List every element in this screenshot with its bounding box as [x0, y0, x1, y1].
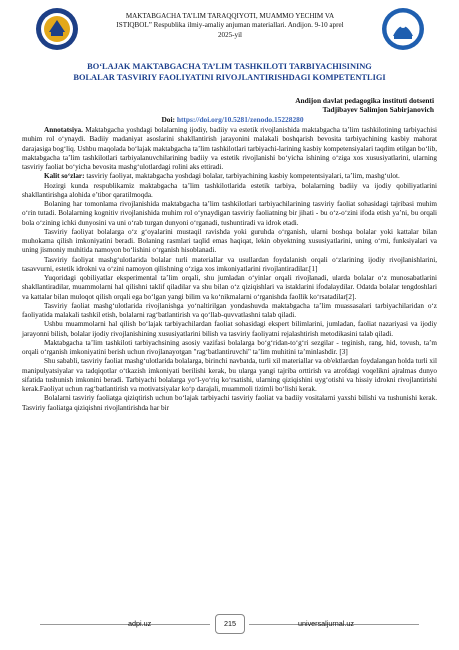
keywords-text: tasviriy faoliyat, maktabgacha yoshdagi bolalar, tarbiyachining kasbiy kompetentsiyalari, ta’lim, mashg‘ulot.	[84, 172, 400, 181]
body-paragraph: Bolalarni tasviriy faoliatga qiziqtirish uchun bo‘lajak tarbiyachi tasviriy faoliat va badiiy vositalarni yaxshi bilishi va tushunishi kerak. Tasviriy faoliatga qiziqishni rivojlantirishda har bir	[22, 394, 437, 412]
article-title	[28, 62, 431, 83]
body-paragraph: Ushbu muammolarni hal qilish bo‘lajak tarbiyachilardan faoliat sohasidagi ekspert bilimlarini, jumladan, faoliat nazariyasi va ijodiy jarayonni bilish, bolalar ijodiy rivojlanishining xususiyatlarini bilish va tasviriy faoliyatni rejalashtirish metodikasini talab qiladi.	[22, 320, 437, 338]
body-paragraph: Tasviriy faoliat mashg‘ulotlarida rivojlanishga yo‘naltirilgan yondashuvda maktabgacha ta’lim muassasalari tarbiyachilaridan o‘z faoliyatida malakali tashkil etish, bolalarni rag‘batlantirish va qo‘llab-quvvatlashni talab qiladi.	[22, 301, 437, 319]
body-paragraph: Hozirgi kunda respublikamiz maktabgacha ta’lim tashkilotlarida estetik tarbiya, bolalarning badiiy va ijodiy qobiliyatlarini shakllantirishga alohida e’tibor qaratilmoqda.	[22, 181, 437, 199]
page-number: 215	[215, 614, 245, 634]
body-paragraph: Yuqoridagi qobiliyatlar eksperimental ta’lim orqali, shu jumladan o‘yinlar orqali rivojlanadi, ularda bolalar o‘z munosabatlarini shakllantiradilar, muammolarni hal qilishni taklif qiladilar va shu bilan o‘z qiziqishlari va istaklarini ifodalaydilar. Odatda bolalar tengdoshlari va kattalar bilan muloqot qilish orqali ega bo‘lgan yangi bilim va ko‘nikmalarni o‘rganishda faollik ko‘rsatadilar[2].	[22, 274, 437, 301]
doi-line	[30, 115, 435, 124]
author-block	[104, 96, 434, 114]
conference-header	[84, 12, 376, 40]
body-paragraph: Bolaning har tomonlama rivojlanishida maktabgacha ta’lim tashkilotlari tarbiyachilarining tasviriy faoliat sohasidagi tajribasi muhim o‘rin tutadi. Bolalarning kognitiv rivojlanishida muhim rol o‘ynaydigan tasviriy faoliatning bir jihati - bu o‘z-o‘zini ifoda etish ya’ni, bu orqali bola o‘zining ichki dunyosini va uni o‘rab turgan dunyoni o‘rganadi, tushuntiradi va idrok etadi.	[22, 200, 437, 227]
footer-rule-left	[40, 624, 210, 625]
doi-link[interactable]: https://doi.org/10.5281/zenodo.15228280	[176, 115, 304, 124]
author-name: Tadjibayev Salimjon Sabirjanovich	[322, 105, 434, 115]
title-line-1: BO‘LAJAK MAKTABGACHA TA’LIM TASHKILOTI TARBIYACHISINING	[87, 62, 372, 71]
annotation-paragraph	[22, 126, 437, 172]
keywords-label: Kalit so‘zlar:	[44, 172, 85, 181]
institute-logo-right	[380, 6, 426, 52]
footer-site-right[interactable]: universaljurnal.uz	[298, 619, 354, 628]
article-body	[22, 126, 437, 413]
header-line-2: ISTIQBOL” Respublika ilmiy-amaliy anjuman materiallari. Andijon. 9-10 aprel	[116, 21, 344, 30]
annotation-text: Maktabgacha yoshdagi bolalarning ijodiy, badiiy va estetik rivojlanishida maktabgacha ta’lim tashkilotining tarbiyachisi muhim rol o‘ynaydi. Badiiy madaniyat asoslarini shakllantirish jarayonini malakali boshqarish bevosita tarbiyachining kasbiy mahorat darajasiga bog‘liq. Ushbu maqolada bo‘lajak maktabgacha ta’lim tashkilotlari tarbiyachi-larining kasbiy kompetensiyalari taqdim etilgan bo‘lib, maktabgacha ta’lim tashkilotlari tarbiyalanuvchilarining badiiy va estetik rivojlanishi bo‘yicha ishining o‘ziga xos xususiyatlarini, ularning tasviriy faoliat bo‘yicha bevosita mashg‘ulotlardagi rolini aks ettiradi.	[22, 126, 437, 171]
footer-site-left[interactable]: adpi.uz	[128, 619, 152, 628]
body-paragraph: Tasviriy faoliyat mashg‘ulotlarida bolalar turli materiallar va usullardan foydalanish orqali o‘zlarining ijodiy rivojlanishlarini, tasavvurni, estetik idrokni va o‘zini namoyon qilishning o‘ziga xos imkoniyatlarini rivojlantiradilar.[1]	[22, 255, 437, 273]
author-affiliation: Andijon davlat pedagogika instituti dotsenti	[295, 96, 434, 105]
title-line-2: BOLALAR TASVIRIY FAOLIYATINI RIVOJLANTIRISHDAGI KOMPETENTLIGI	[73, 72, 386, 82]
header-line-1: MAKTABGACHA TA’LIM TARAQQIYOTI, MUAMMO YECHIM VA	[125, 12, 335, 20]
body-paragraph: Shu sababli, tasviriy faoliat mashg‘ulotlarida bolalarga, birinchi navbatda, turli xil materiallar va ob'ektlardan foydalangan holda turli xil manipulyatsiyalar va tadqiqotlar o‘tkazish imkoniyati berilishi kerak, bu ularga yangi tajriba orttirish va atrofdagi voqelikni ajralmas dunyo sifatida tushunish imkonini beradi. Tarbiyachi bolalarga yo‘l-yo‘riq ko‘rsatishi, ularning qiziqishini uyg‘otishi va hissiy idrokni rivojlantirishi kerak.Faoliyat uchun rag‘batlantirish va motivatsiyalar ko‘p darajali, muammoli tizimli bo‘lishi kerak.	[22, 357, 437, 393]
annotation-label: Annotatsiya.	[44, 126, 83, 134]
body-paragraph: Maktabgacha ta’lim tashkiloti tarbiyachsining asosiy vazifasi bolalarga bo‘g‘ridan-to‘g‘ri sezgilar - teginish, rang, hid, tovush, ta’m orqali o‘rganish imkoniyatini berish uchun rivojlanayotgan "rag‘batlantiruvchi" ta’lim muhitini ta’minlashdir. [3]	[22, 338, 437, 356]
page-footer	[0, 616, 459, 636]
keywords-paragraph	[22, 172, 437, 181]
body-paragraph: Tasviriy faoliyat bolalarga o‘z g‘oyalarini mustaqil ravishda yoki guruhda o‘rganish, ularni boshqa bolalar yoki kattalar bilan muhokama qilish imkoniyatini beradi. Bolaning rasmlari taqlid emas haqiqat, lekin obyektning xususiyatlarini, uning o‘rni, funksiyalari va uning jismoniy muhitida namoyon bo‘lishini o‘rganish hisoblanadi.	[22, 227, 437, 255]
doi-label: Doi:	[161, 115, 175, 124]
institute-logo-left	[34, 6, 80, 52]
header-line-3: 2025-yil	[217, 30, 243, 39]
